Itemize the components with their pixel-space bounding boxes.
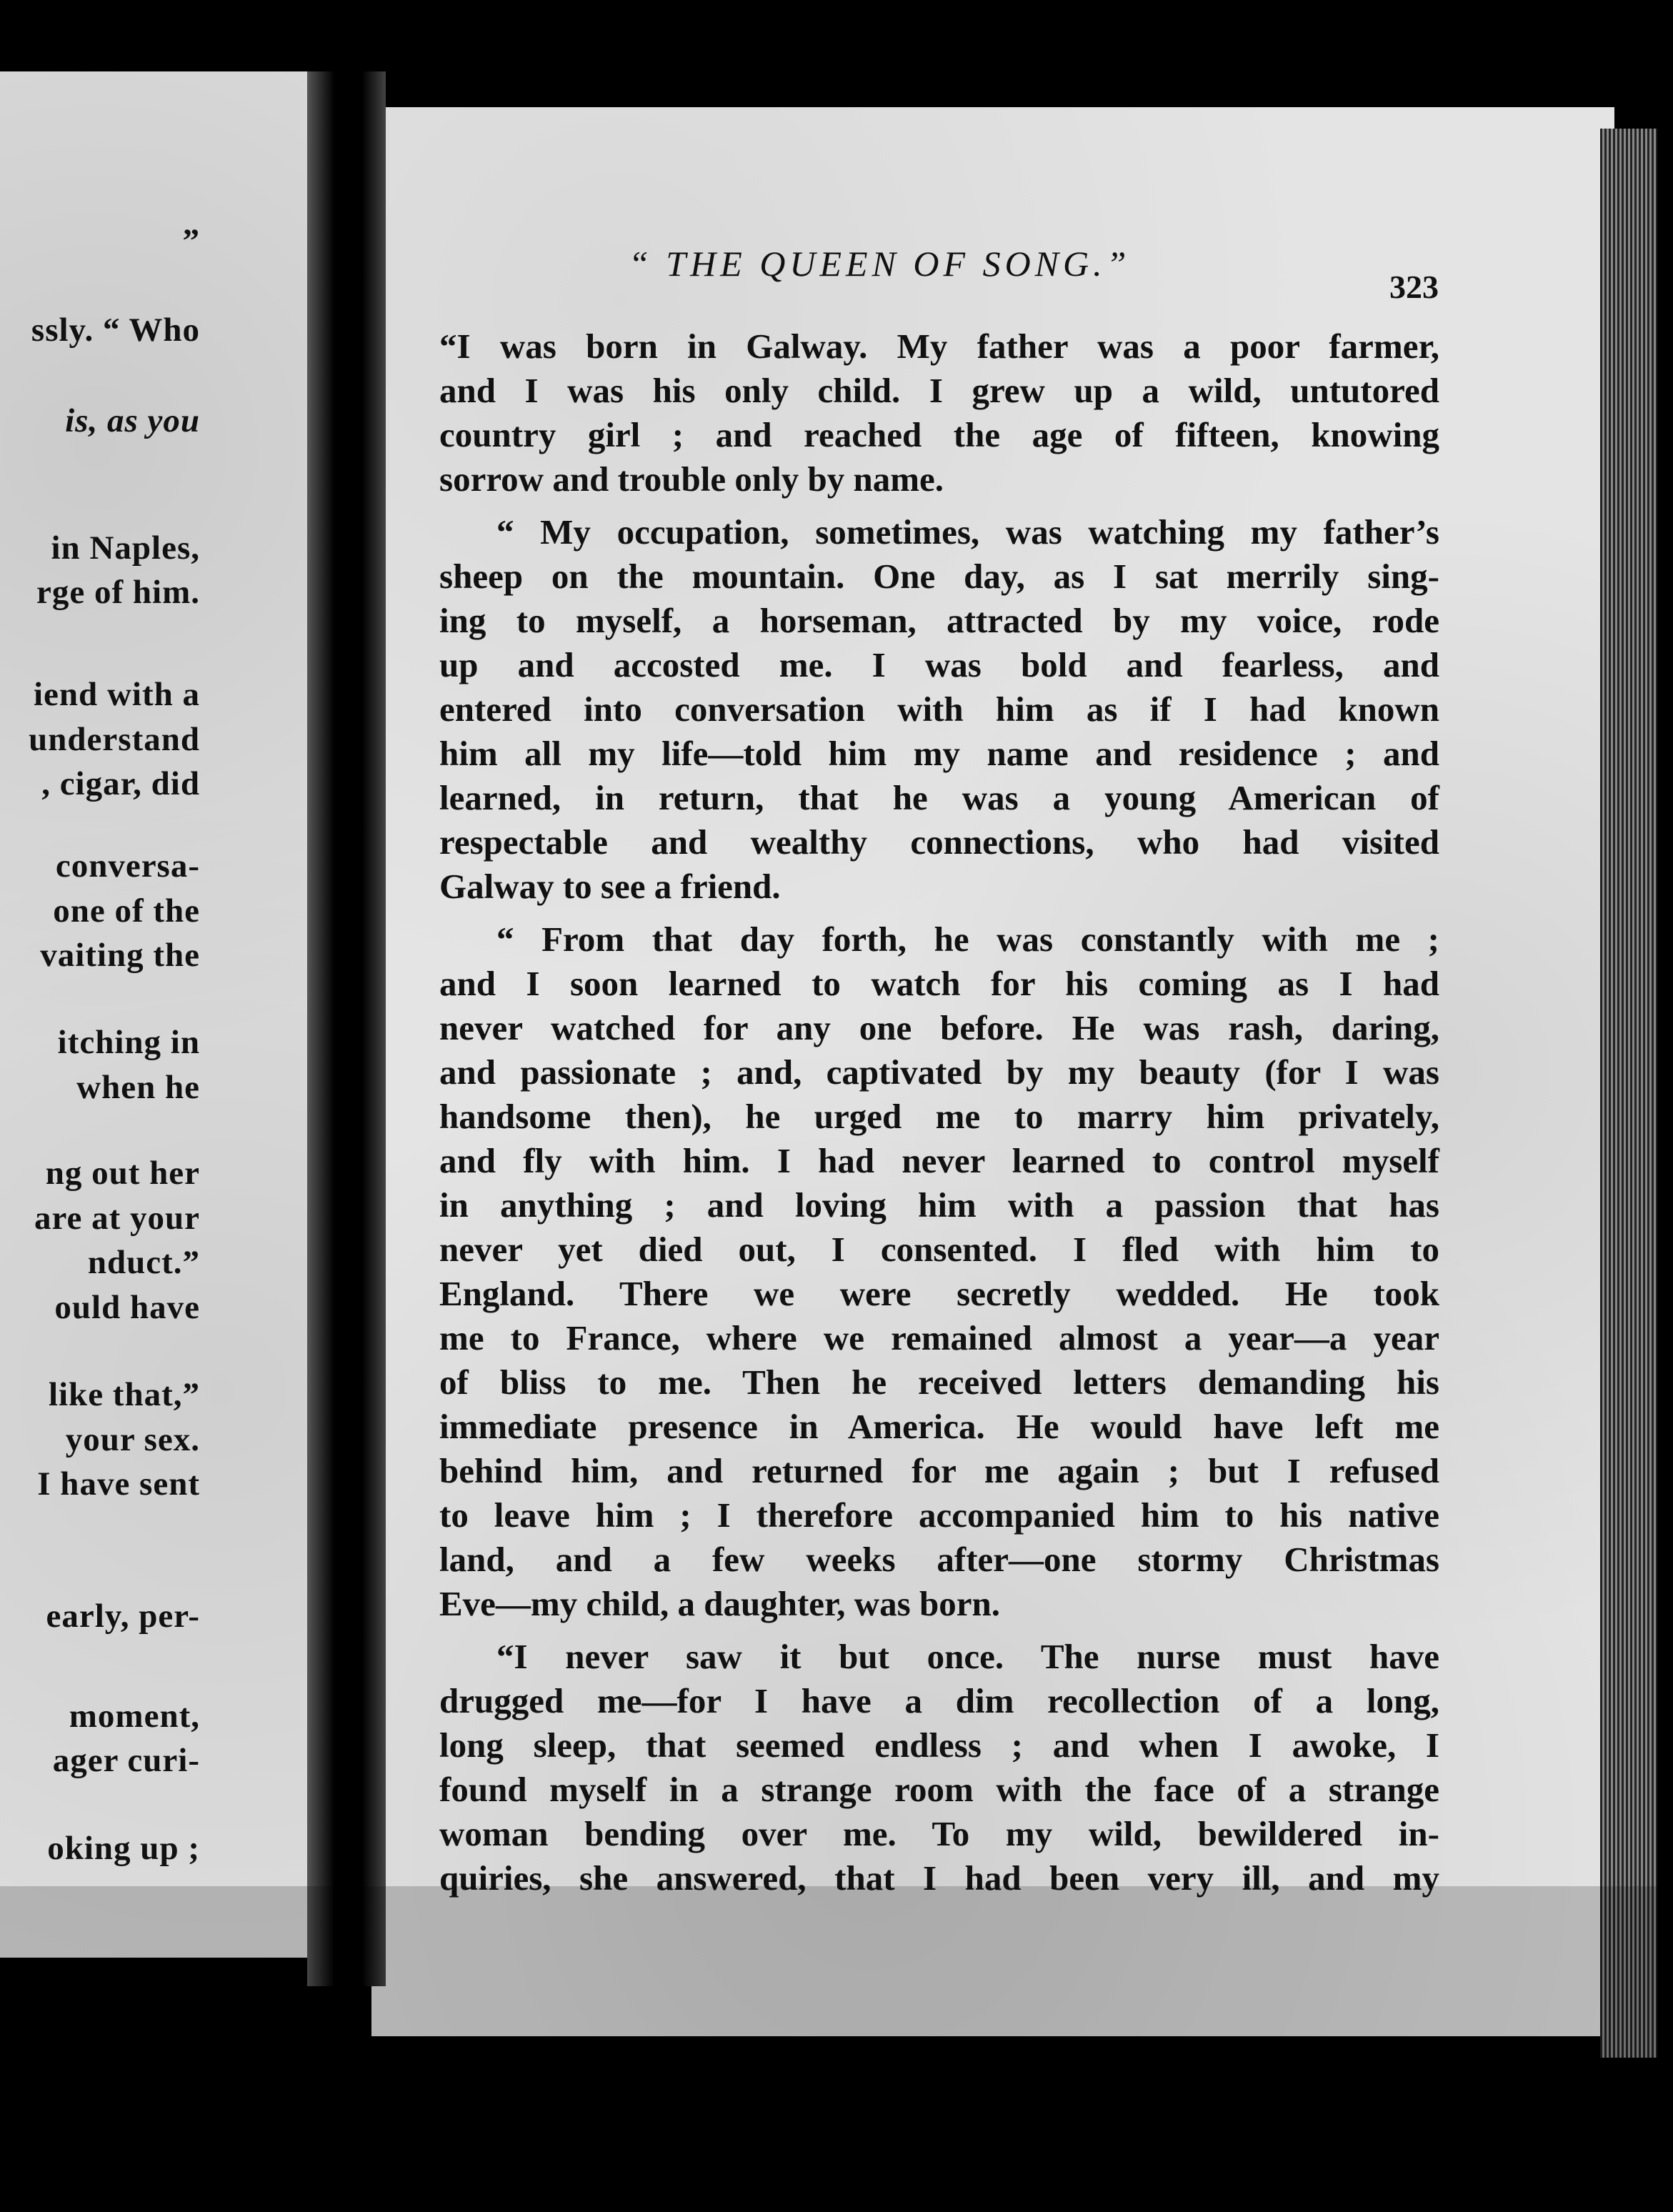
- left-fragment-line: when he: [76, 1069, 200, 1106]
- left-fragment-line: like that,”: [48, 1376, 200, 1413]
- text-line: “ From that day forth, he was constantly with me ;: [496, 920, 1439, 959]
- text-line: and passionate ; and, captivated by my beauty (for I was: [439, 1052, 1439, 1092]
- left-fragment-line: moment,: [69, 1698, 200, 1735]
- text-line: found myself in a strange room with the face of a strange: [439, 1770, 1439, 1809]
- text-line: “I was born in Galway. My father was a poor farmer,: [439, 327, 1439, 366]
- left-fragment-line: ”: [182, 222, 200, 259]
- text-line: quiries, she answered, that I had been very ill, and my: [439, 1858, 1439, 1898]
- text-line: entered into conversation with him as if I had known: [439, 689, 1439, 729]
- text-line: of bliss to me. Then he received letters demanding his: [439, 1362, 1439, 1402]
- left-fragment-line: your sex.: [65, 1421, 200, 1458]
- left-fragment-line: ould have: [54, 1289, 200, 1326]
- text-line: sorrow and trouble only by name.: [439, 459, 944, 499]
- book-gutter: [307, 71, 386, 1986]
- left-fragment-line: itching in: [57, 1024, 200, 1061]
- text-line: Eve—my child, a daughter, was born.: [439, 1584, 1001, 1623]
- page-number: 323: [1389, 269, 1439, 305]
- left-fragment-line: ager curi-: [52, 1742, 200, 1779]
- text-line: woman bending over me. To my wild, bewildered in-: [439, 1814, 1439, 1853]
- left-fragment-line: , cigar, did: [41, 765, 200, 802]
- text-line: and I was his only child. I grew up a wild, untutored: [439, 371, 1439, 410]
- text-line: to leave him ; I therefore accompanied him to his native: [439, 1495, 1439, 1535]
- text-line: ing to myself, a horseman, attracted by my voice, rode: [439, 601, 1439, 640]
- left-fragment-line: early, per-: [46, 1598, 200, 1635]
- left-fragment-line: I have sent: [37, 1465, 200, 1503]
- text-line: long sleep, that seemed endless ; and when I awoke, I: [439, 1725, 1439, 1765]
- text-line: me to France, where we remained almost a year—a year: [439, 1318, 1439, 1357]
- text-line: behind him, and returned for me again ; but I refused: [439, 1451, 1439, 1490]
- text-line: never yet died out, I consented. I fled with him to: [439, 1230, 1439, 1269]
- text-line: “ My occupation, sometimes, was watching my father’s: [496, 512, 1439, 552]
- previous-page-fragment: [0, 71, 314, 1958]
- left-fragment-line: iend with a: [34, 676, 200, 713]
- left-fragment-line: one of the: [53, 892, 200, 930]
- text-line: never watched for any one before. He was rash, daring,: [439, 1008, 1439, 1047]
- text-line: country girl ; and reached the age of fifteen, knowing: [439, 415, 1439, 454]
- text-line: land, and a few weeks after—one stormy Christmas: [439, 1540, 1439, 1579]
- running-title: “ THE QUEEN OF SONG.”: [629, 244, 1131, 284]
- left-fragment-line: vaiting the: [40, 937, 200, 974]
- left-fragment-line: in Naples,: [51, 529, 200, 567]
- left-fragment-line: conversa-: [55, 847, 200, 885]
- text-line: “I never saw it but once. The nurse must have: [496, 1637, 1439, 1676]
- left-fragment-line: is, as you: [65, 402, 200, 439]
- text-line: handsome then), he urged me to marry him privately,: [439, 1097, 1439, 1136]
- left-fragment-line: nduct.”: [87, 1244, 200, 1281]
- left-fragment-line: rge of him.: [36, 574, 200, 611]
- text-line: respectable and wealthy connections, who had visited: [439, 822, 1439, 862]
- page-stack-edge: [1600, 129, 1657, 2058]
- left-fragment-line: ssly. “ Who: [31, 312, 200, 349]
- left-fragment-line: oking up ;: [47, 1830, 200, 1867]
- text-line: and fly with him. I had never learned to control myself: [439, 1141, 1439, 1180]
- left-fragment-line: ng out her: [45, 1155, 200, 1192]
- left-fragment-line: are at your: [34, 1200, 200, 1237]
- text-line: him all my life—told him my name and residence ; and: [439, 734, 1439, 773]
- text-line: drugged me—for I have a dim recollection of a long,: [439, 1681, 1439, 1720]
- text-line: England. There we were secretly wedded. He took: [439, 1274, 1439, 1313]
- left-fragment-line: understand: [29, 721, 200, 758]
- text-line: in anything ; and loving him with a passion that has: [439, 1185, 1439, 1225]
- text-line: learned, in return, that he was a young American of: [439, 778, 1439, 817]
- text-line: Galway to see a friend.: [439, 867, 781, 906]
- text-line: sheep on the mountain. One day, as I sat merrily sing-: [439, 557, 1439, 596]
- scan-bottom-shadow: [0, 1886, 1673, 2079]
- text-line: immediate presence in America. He would have left me: [439, 1407, 1439, 1446]
- text-line: and I soon learned to watch for his coming as I had: [439, 964, 1439, 1003]
- text-line: up and accosted me. I was bold and fearless, and: [439, 645, 1439, 684]
